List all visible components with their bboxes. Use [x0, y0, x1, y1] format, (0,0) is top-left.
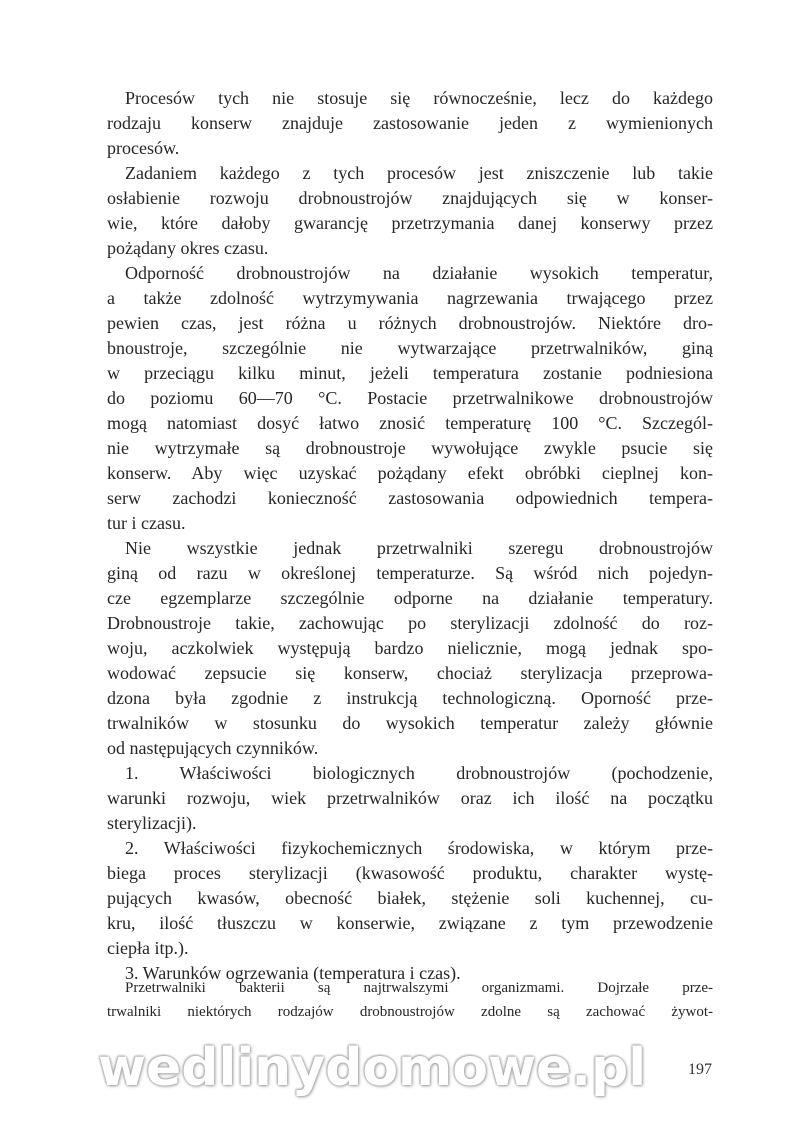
small-print-note	[107, 976, 713, 1024]
paragraph	[107, 86, 713, 161]
body-text	[107, 86, 713, 986]
text-line: Zadaniem każdego z tych procesów jest zniszczenie lub takie	[125, 163, 713, 183]
text-line: a także zdolność wytrzymywania nagrzewania trwającego przez	[107, 288, 713, 308]
text-line: bnoustroje, szczególnie nie wytwarzające przetrwalników, giną	[107, 338, 713, 358]
text-line: 1. Właściwości biologicznych drobnoustrojów (pochodzenie,	[125, 763, 713, 783]
text-line: pujących kwasów, obecność białek, stężenie soli kuchennej, cu-	[107, 888, 713, 908]
text-line: tur i czasu.	[107, 513, 186, 533]
small-print-line: trwalniki niektórych rodzajów drobnoustrojów zdolne są zachować żywot-	[107, 1004, 713, 1020]
text-line: procesów.	[107, 138, 180, 158]
text-line: konserw. Aby więc uzyskać pożądany efekt obróbki cieplnej kon-	[107, 463, 713, 483]
paragraph	[107, 761, 713, 836]
text-line: w przeciągu kilku minut, jeżeli temperatura zostanie podniesiona	[107, 363, 713, 383]
text-line: mogą natomiast dosyć łatwo znosić temperaturę 100 °C. Szczegól-	[107, 413, 713, 433]
text-line: od następujących czynników.	[107, 738, 319, 758]
text-line: serw zachodzi konieczność zastosowania odpowiednich tempera-	[107, 488, 713, 508]
text-line: kru, ilość tłuszczu w konserwie, związane z tym przewodzenie	[107, 913, 713, 933]
paragraph	[107, 536, 713, 761]
paragraph	[107, 261, 713, 536]
text-line: Drobnoustroje takie, zachowując po sterylizacji zdolność do roz-	[107, 613, 713, 633]
paragraph	[107, 161, 713, 261]
text-line: 2. Właściwości fizykochemicznych środowiska, w którym prze-	[125, 838, 713, 858]
text-line: warunki rozwoju, wiek przetrwalników oraz ich ilość na początku	[107, 788, 713, 808]
text-line: Nie wszystkie jednak przetrwalniki szeregu drobnoustrojów	[125, 538, 713, 558]
text-line: wie, które dałoby gwarancję przetrzymania danej konserwy przez	[107, 213, 713, 233]
text-line: woju, aczkolwiek występują bardzo nielicznie, mogą jednak spo-	[107, 638, 713, 658]
small-print-line: Przetrwalniki bakterii są najtrwalszymi organizmami. Dojrzałe prze-	[125, 980, 713, 996]
text-line: nie wytrzymałe są drobnoustroje wywołujące zwykle psucie się	[107, 438, 713, 458]
text-line: cze egzemplarze szczególnie odporne na działanie temperatury.	[107, 588, 713, 608]
text-line: Procesów tych nie stosuje się równocześnie, lecz do każdego	[125, 88, 713, 108]
text-line: 3. Warunków ogrzewania (temperatura i czas).	[125, 963, 461, 983]
text-line: trwalników w stosunku do wysokich temperatur zależy głównie	[107, 713, 713, 733]
text-line: do poziomu 60—70 °C. Postacie przetrwalnikowe drobnoustrojów	[107, 388, 713, 408]
paragraph	[107, 836, 713, 961]
page-number: 197	[688, 1061, 712, 1078]
watermark-logo: wedlinydomowe.pl	[98, 1038, 647, 1098]
text-line: ciepła itp.).	[107, 938, 189, 958]
text-line: dzona była zgodnie z instrukcją technologiczną. Oporność prze-	[107, 688, 713, 708]
text-line: rodzaju konserw znajduje zastosowanie jeden z wymienionych	[107, 113, 713, 133]
text-line: pożądany okres czasu.	[107, 238, 269, 258]
text-line: sterylizacji).	[107, 813, 197, 833]
text-line: wodować zepsucie się konserw, chociaż sterylizacja przeprowa-	[107, 663, 713, 683]
text-line: giną od razu w określonej temperaturze. Są wśród nich pojedyn-	[107, 563, 713, 583]
text-line: biega proces sterylizacji (kwasowość produktu, charakter wystę-	[107, 863, 713, 883]
text-line: Odporność drobnoustrojów na działanie wysokich temperatur,	[125, 263, 713, 283]
text-line: osłabienie rozwoju drobnoustrojów znajdujących się w konser-	[107, 188, 713, 208]
text-line: pewien czas, jest różna u różnych drobnoustrojów. Niektóre dro-	[107, 313, 713, 333]
